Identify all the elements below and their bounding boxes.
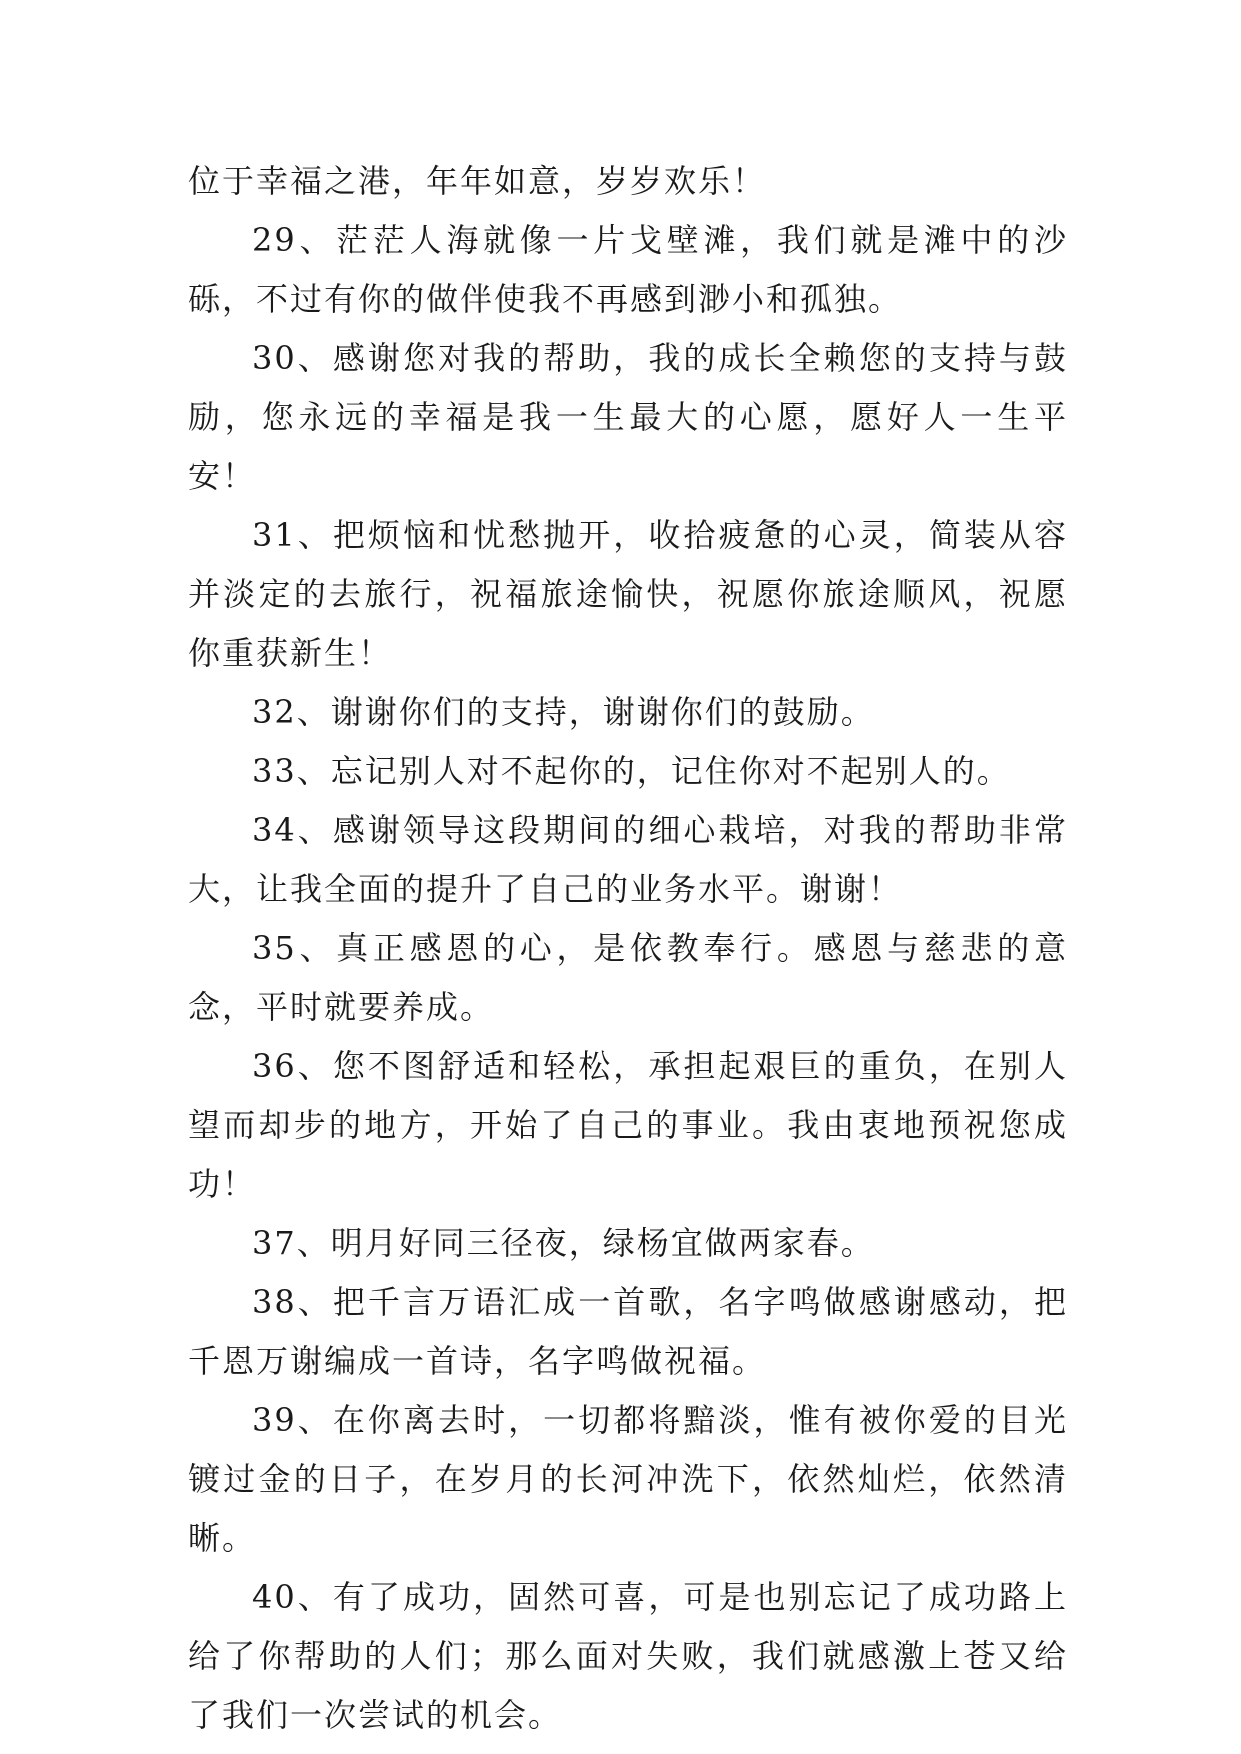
paragraph-36: 36、您不图舒适和轻松，承担起艰巨的重负，在别人望而却步的地方，开始了自己的事业。我由衷地预祝您成功！: [188, 1047, 1068, 1203]
paragraph-39: 39、在你离去时，一切都将黯淡，惟有被你爱的目光镀过金的日子，在岁月的长河冲洗下，依然灿烂，依然清晰。: [188, 1401, 1068, 1557]
paragraph-29: 29、茫茫人海就像一片戈壁滩，我们就是滩中的沙砾，不过有你的做伴使我不再感到渺小和孤独。: [188, 221, 1068, 318]
paragraph-35: 35、真正感恩的心，是依教奉行。感恩与慈悲的意念，平时就要养成。: [188, 929, 1068, 1026]
paragraph-30: 30、感谢您对我的帮助，我的成长全赖您的支持与鼓励，您永远的幸福是我一生最大的心愿，愿好人一生平安！: [188, 339, 1068, 495]
paragraph-40: 40、有了成功，固然可喜，可是也别忘记了成功路上给了你帮助的人们；那么面对失败，我们就感激上苍又给了我们一次尝试的机会。: [188, 1578, 1068, 1734]
paragraph-37: 37、明月好同三径夜，绿杨宜做两家春。: [252, 1224, 875, 1262]
document-body: [188, 152, 1068, 1745]
paragraph-33: 33、忘记别人对不起你的，记住你对不起别人的。: [252, 752, 1011, 790]
paragraph-continuation: 位于幸福之港，年年如意，岁岁欢乐！: [188, 162, 767, 200]
paragraph-38: 38、把千言万语汇成一首歌，名字鸣做感谢感动，把千恩万谢编成一首诗，名字鸣做祝福。: [188, 1283, 1068, 1380]
paragraph-31: 31、把烦恼和忧愁抛开，收拾疲惫的心灵，简装从容并淡定的去旅行，祝福旅途愉快，祝愿你旅途顺风，祝愿你重获新生！: [188, 516, 1068, 672]
paragraph-34: 34、感谢领导这段期间的细心栽培，对我的帮助非常大，让我全面的提升了自己的业务水平。谢谢！: [188, 811, 1068, 908]
paragraph-32: 32、谢谢你们的支持，谢谢你们的鼓励。: [252, 693, 875, 731]
